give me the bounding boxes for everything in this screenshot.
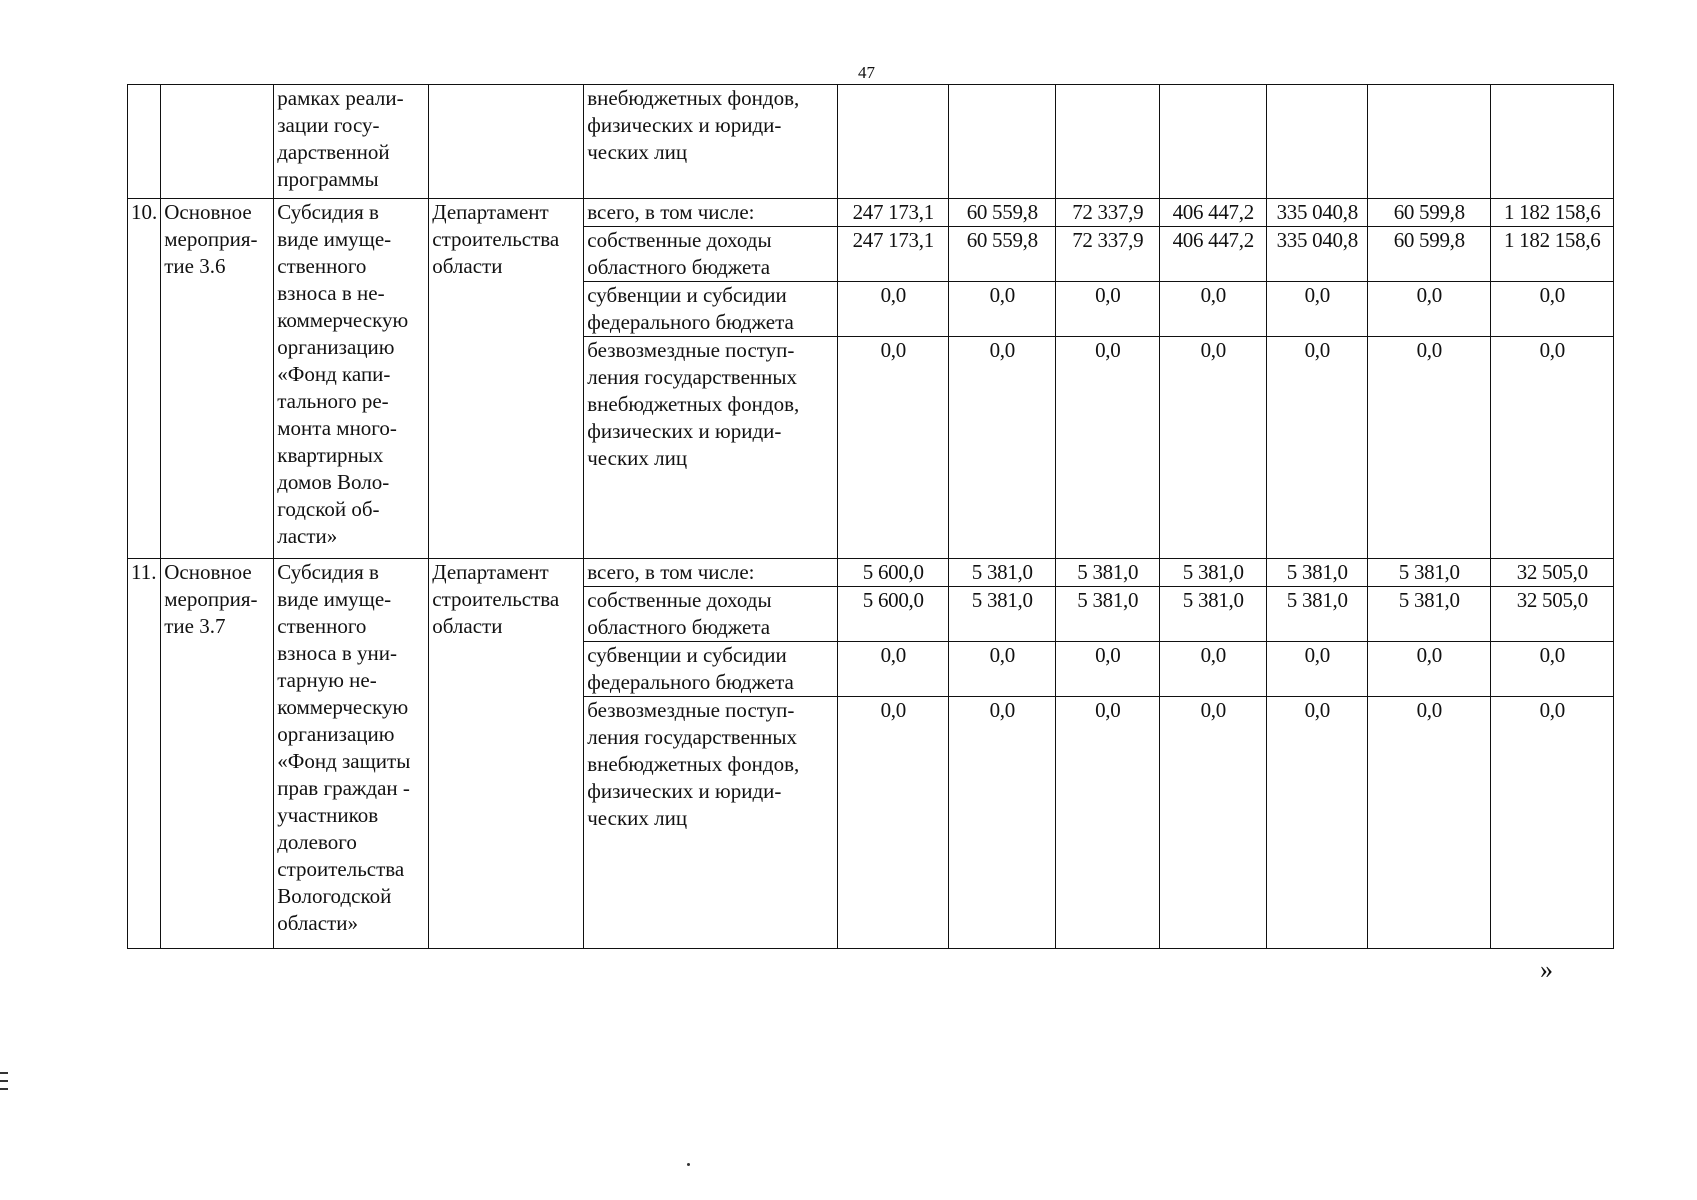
cell-value: 0,0 xyxy=(1056,642,1160,697)
cell-value: 0,0 xyxy=(1368,697,1491,949)
cell-value: 5 381,0 xyxy=(1160,587,1267,642)
cell-value: 5 381,0 xyxy=(1056,587,1160,642)
cell-source xyxy=(584,642,838,697)
page-number: 47 xyxy=(858,63,875,82)
cell-source xyxy=(584,337,838,559)
scan-mark xyxy=(0,1080,8,1082)
cell-value: 247 173,1 xyxy=(838,227,949,282)
scan-mark xyxy=(0,1088,8,1090)
cell-value: 72 337,9 xyxy=(1056,199,1160,227)
cell-value: 0,0 xyxy=(1491,282,1614,337)
cell-number xyxy=(128,199,161,559)
closing-quote: » xyxy=(1540,955,1553,984)
cell-value: 0,0 xyxy=(1267,337,1368,559)
cell-event xyxy=(161,559,274,949)
cell-value: 32 505,0 xyxy=(1491,559,1614,587)
cell-value: 0,0 xyxy=(949,697,1056,949)
scan-speck xyxy=(687,1163,690,1166)
cell-source xyxy=(584,587,838,642)
cell-value: 0,0 xyxy=(1491,697,1614,949)
cell-value: 0,0 xyxy=(1267,697,1368,949)
cell-value xyxy=(1056,85,1160,199)
cell-value: 60 599,8 xyxy=(1368,199,1491,227)
event-text: Основное мероприя- тие 3.7 xyxy=(164,560,258,638)
source-text: всего, в том числе: xyxy=(587,200,755,224)
cell-value: 0,0 xyxy=(949,337,1056,559)
name-text: Субсидия в виде имуще- ственного взноса в уни- тарную не- коммерческую организацию «Фонд защиты прав граждан - участников долевого строительства Вологодской области» xyxy=(277,560,411,935)
cell-event xyxy=(161,199,274,559)
cell-value: 335 040,8 xyxy=(1267,199,1368,227)
table-body xyxy=(128,85,1614,949)
budget-table xyxy=(127,84,1614,949)
source-text: собственные доходы областного бюджета xyxy=(587,588,772,639)
cell-value: 1 182 158,6 xyxy=(1491,199,1614,227)
cell-number xyxy=(128,85,161,199)
cell-value xyxy=(1368,85,1491,199)
cell-executor xyxy=(429,85,584,199)
table-row xyxy=(128,199,1614,227)
cell-value: 0,0 xyxy=(838,337,949,559)
cell-value: 0,0 xyxy=(1160,697,1267,949)
cell-value: 0,0 xyxy=(838,642,949,697)
cell-value: 0,0 xyxy=(1368,642,1491,697)
cell-value: 0,0 xyxy=(949,282,1056,337)
executor-text: Департамент строительства области xyxy=(432,560,560,638)
cell-value: 72 337,9 xyxy=(1056,227,1160,282)
cell-value: 0,0 xyxy=(1491,642,1614,697)
cell-value: 1 182 158,6 xyxy=(1491,227,1614,282)
cell-value: 0,0 xyxy=(1160,282,1267,337)
cell-value xyxy=(838,85,949,199)
cell-value: 5 600,0 xyxy=(838,587,949,642)
cell-number xyxy=(128,559,161,949)
cell-value: 0,0 xyxy=(1267,282,1368,337)
cell-value: 406 447,2 xyxy=(1160,199,1267,227)
cell-value: 247 173,1 xyxy=(838,199,949,227)
cell-value xyxy=(949,85,1056,199)
cell-value: 0,0 xyxy=(949,642,1056,697)
name-text: Субсидия в виде имуще- ственного взноса в не- коммерческую организацию «Фонд капи- тального ре- монта много- квартирных домов Воло- годской об- ласти» xyxy=(277,200,409,548)
cell-value xyxy=(1491,85,1614,199)
cell-value xyxy=(1267,85,1368,199)
cell-value: 5 381,0 xyxy=(1368,587,1491,642)
cell-event xyxy=(161,85,274,199)
cell-name xyxy=(274,199,429,559)
cell-value: 0,0 xyxy=(838,697,949,949)
cell-value: 0,0 xyxy=(1368,282,1491,337)
source-text: собственные доходы областного бюджета xyxy=(587,228,772,279)
cell-name xyxy=(274,85,429,199)
cell-value: 0,0 xyxy=(1056,697,1160,949)
cell-name xyxy=(274,559,429,949)
cell-value: 60 559,8 xyxy=(949,199,1056,227)
cell-executor xyxy=(429,559,584,949)
cell-value: 5 381,0 xyxy=(1267,587,1368,642)
source-text: внебюджетных фондов, физических и юриди- ческих лиц xyxy=(587,86,800,164)
cell-source xyxy=(584,199,838,227)
cell-value: 5 600,0 xyxy=(838,559,949,587)
table-row xyxy=(128,85,1614,199)
cell-value: 0,0 xyxy=(1160,337,1267,559)
event-text: Основное мероприя- тие 3.6 xyxy=(164,200,258,278)
cell-source xyxy=(584,227,838,282)
cell-value: 5 381,0 xyxy=(1160,559,1267,587)
cell-value xyxy=(1160,85,1267,199)
cell-value: 0,0 xyxy=(1368,337,1491,559)
cell-executor xyxy=(429,199,584,559)
table-row xyxy=(128,559,1614,587)
source-text: субвенции и субсидии федерального бюджета xyxy=(587,643,794,694)
name-text: рамках реали- зации госу- дарственной программы xyxy=(277,86,404,191)
cell-value: 5 381,0 xyxy=(949,587,1056,642)
cell-source xyxy=(584,85,838,199)
cell-value: 5 381,0 xyxy=(1368,559,1491,587)
cell-value: 0,0 xyxy=(838,282,949,337)
scan-mark xyxy=(0,1072,8,1074)
source-text: безвозмездные поступ- ления государственных внебюджетных фондов, физических и юриди- ческих лиц xyxy=(587,338,800,470)
cell-value: 406 447,2 xyxy=(1160,227,1267,282)
cell-value: 32 505,0 xyxy=(1491,587,1614,642)
cell-value: 5 381,0 xyxy=(1056,559,1160,587)
cell-value: 60 559,8 xyxy=(949,227,1056,282)
cell-value: 335 040,8 xyxy=(1267,227,1368,282)
cell-source xyxy=(584,559,838,587)
cell-value: 0,0 xyxy=(1267,642,1368,697)
cell-value: 5 381,0 xyxy=(949,559,1056,587)
number-text: 11. xyxy=(131,560,157,584)
source-text: безвозмездные поступ- ления государственных внебюджетных фондов, физических и юриди- ческих лиц xyxy=(587,698,800,830)
cell-value: 5 381,0 xyxy=(1267,559,1368,587)
cell-source xyxy=(584,697,838,949)
executor-text: Департамент строительства области xyxy=(432,200,560,278)
cell-value: 0,0 xyxy=(1056,337,1160,559)
source-text: субвенции и субсидии федерального бюджета xyxy=(587,283,794,334)
number-text: 10. xyxy=(131,200,158,224)
cell-value: 0,0 xyxy=(1056,282,1160,337)
cell-source xyxy=(584,282,838,337)
source-text: всего, в том числе: xyxy=(587,560,755,584)
cell-value: 0,0 xyxy=(1491,337,1614,559)
cell-value: 60 599,8 xyxy=(1368,227,1491,282)
cell-value: 0,0 xyxy=(1160,642,1267,697)
